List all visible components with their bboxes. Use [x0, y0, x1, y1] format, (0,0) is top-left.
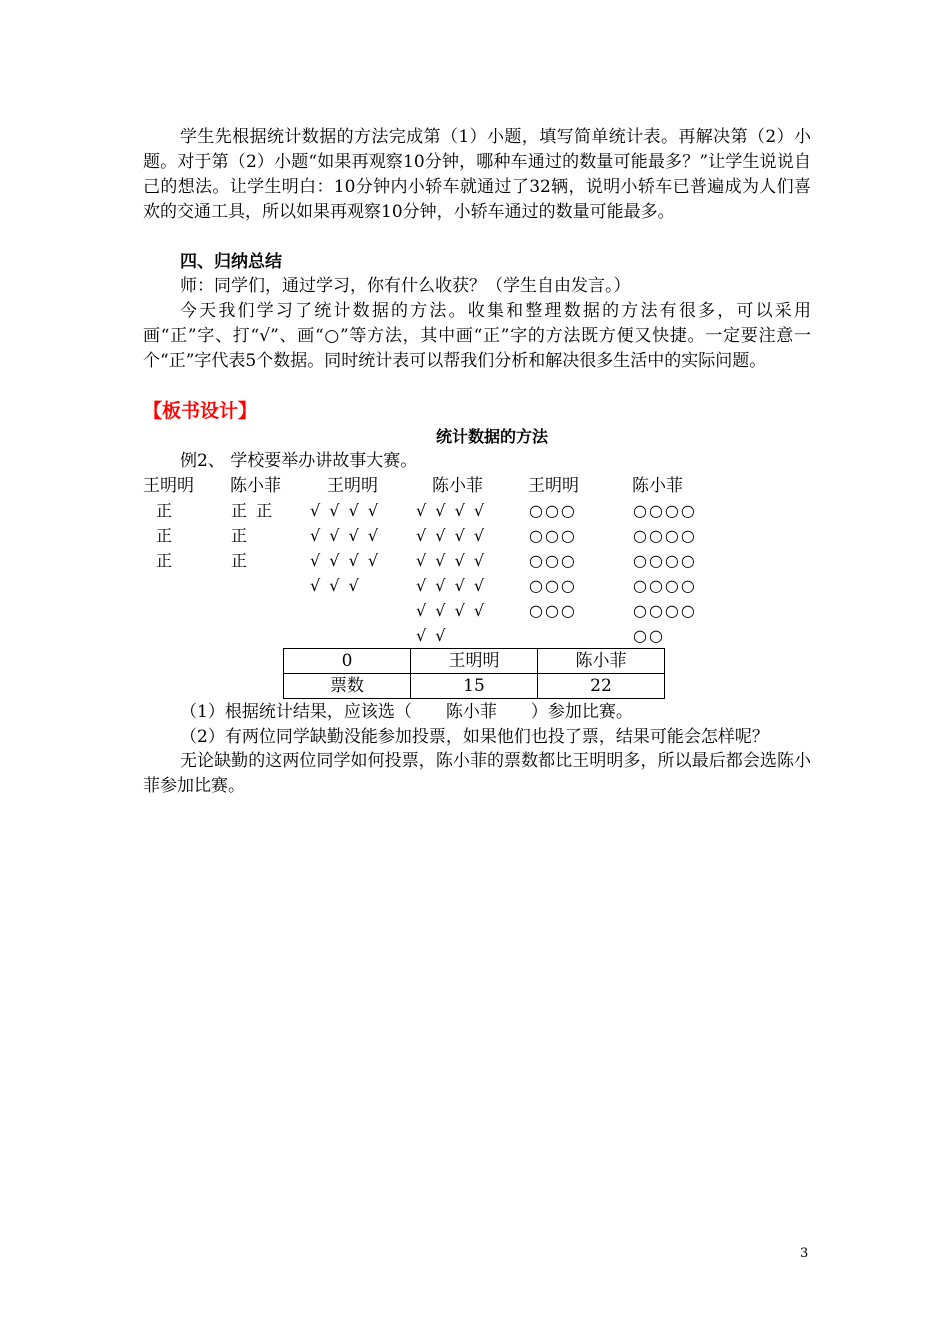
tally-check-chen: √ √ √ √ [416, 526, 487, 545]
column-header: 王明明 [143, 476, 194, 496]
tally-circle-chen: ○○○○ [633, 576, 697, 595]
question-1: （1）根据统计结果，应该选（ 陈小菲 ）参加比赛。 [180, 702, 633, 722]
table-cell: 票数 [284, 674, 411, 699]
tally-circle-wang: ○○○ [529, 526, 577, 545]
column-header: 王明明 [327, 476, 378, 496]
column-header: 陈小菲 [632, 476, 683, 496]
page-number: 3 [800, 1246, 809, 1261]
paragraph-teacher-question: 师：同学们，通过学习，你有什么收获？（学生自由发言。） [180, 276, 631, 296]
board-design-label: 【板书设计】 [143, 400, 258, 422]
tally-check-chen: √ √ [416, 626, 448, 645]
column-header: 陈小菲 [432, 476, 483, 496]
tally-zheng-wang: 正 [156, 526, 175, 545]
tally-zheng-chen: 正 [231, 526, 250, 545]
tally-circle-chen: ○○○○ [633, 501, 697, 520]
paragraph-summary: 今天我们学习了统计数据的方法。收集和整理数据的方法有很多，可以采用画“正”字、打“√”、画“○”等方法，其中画“正”字的方法既方便又快捷。一定要注意一个“正”字代表5个数据。同时统计表可以帮我们分析和解决很多生活中的实际问题。 [143, 301, 811, 371]
tally-circle-chen: ○○○○ [633, 526, 697, 545]
tally-check-wang: √ √ √ [310, 576, 361, 595]
column-header: 陈小菲 [230, 476, 281, 496]
answer-paragraph: 无论缺勤的这两位同学如何投票，陈小菲的票数都比王明明多，所以最后都会选陈小菲参加比赛。 [143, 751, 811, 796]
table-cell: 王明明 [411, 649, 538, 674]
table-cell: 0 [284, 649, 411, 674]
tally-circle-chen: ○○○○ [633, 551, 697, 570]
paragraph-method-explanation: 学生先根据统计数据的方法完成第（1）小题，填写简单统计表。再解决第（2）小题。对于第（2）小题“如果再观察10分钟，哪种车通过的数量可能最多？”让学生说说自己的想法。让学生明白：10分钟内小轿车就通过了32辆，说明小轿车已普遍成为人们喜欢的交通工具，所以如果再观察10分钟，小轿车通过的数量可能最多。 [143, 127, 811, 222]
tally-circle-wang: ○○○ [529, 601, 577, 620]
tally-zheng-wang: 正 [156, 551, 175, 570]
tally-circle-chen: ○○○○ [633, 601, 697, 620]
board-title: 统计数据的方法 [436, 427, 549, 446]
tally-circle-chen: ○○ [633, 626, 665, 645]
column-header: 王明明 [528, 476, 579, 496]
section-heading-summary: 四、归纳总结 [180, 252, 282, 272]
table-cell: 15 [411, 674, 538, 699]
tally-check-chen: √ √ √ √ [416, 601, 487, 620]
vote-table [283, 648, 665, 699]
tally-circle-wang: ○○○ [529, 501, 577, 520]
tally-check-chen: √ √ √ √ [416, 551, 487, 570]
table-cell: 陈小菲 [538, 649, 665, 674]
tally-zheng-chen: 正 正 [231, 501, 275, 520]
tally-check-chen: √ √ √ √ [416, 576, 487, 595]
tally-check-chen: √ √ √ √ [416, 501, 487, 520]
tally-circle-wang: ○○○ [529, 551, 577, 570]
tally-check-wang: √ √ √ √ [310, 551, 381, 570]
question-2: （2）有两位同学缺勤没能参加投票，如果他们也投了票，结果可能会怎样呢？ [180, 727, 769, 747]
tally-check-wang: √ √ √ √ [310, 526, 381, 545]
table-header-row [284, 649, 665, 674]
example-line: 例2、 学校要举办讲故事大赛。 [180, 451, 418, 471]
tally-circle-wang: ○○○ [529, 576, 577, 595]
table-row [284, 674, 665, 699]
table-cell: 22 [538, 674, 665, 699]
tally-zheng-wang: 正 [156, 501, 175, 520]
tally-check-wang: √ √ √ √ [310, 501, 381, 520]
tally-zheng-chen: 正 [231, 551, 250, 570]
